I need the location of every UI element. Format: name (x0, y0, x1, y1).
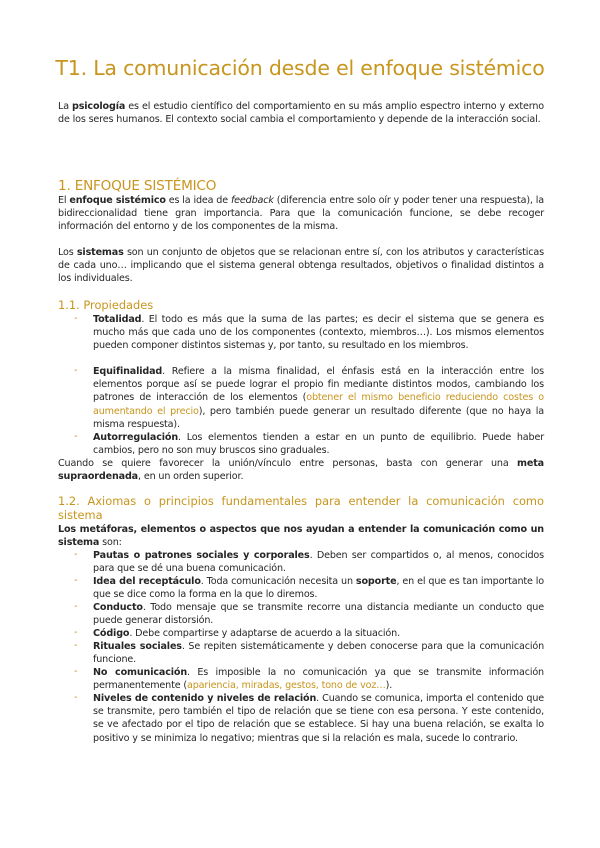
text: El (58, 195, 70, 206)
axiomas-intro-paragraph (58, 523, 544, 549)
list-dash: - (74, 365, 78, 376)
bold-term: enfoque sistémico (69, 195, 166, 206)
text: ), pero también puede generar un resultado diferente (que no haya la misma respuesta). (93, 405, 545, 430)
text: son: (99, 537, 122, 549)
intro-bold-term: psicología (72, 101, 126, 112)
bold-term: Totalidad (93, 314, 142, 325)
list-item (93, 575, 544, 601)
list-item (93, 313, 544, 353)
list-dash: - (74, 692, 78, 703)
text: Los (58, 247, 77, 258)
bold-term: Los metáforas, elementos o aspectos que nos ayudan a entender la comunicación como un sistema (58, 524, 544, 549)
document-title: T1. La comunicación desde el enfoque sistémico (55, 56, 545, 80)
enfoque-paragraph (58, 194, 544, 234)
text: . Debe compartirse y adaptarse de acuerdo a la situación. (129, 628, 400, 639)
highlighted-example: apariencia, miradas, gestos, tono de voz… (186, 680, 386, 692)
list-dash: - (74, 601, 78, 612)
text: . Los elementos tienden a estar en un punto de equilibrio. Puede haber cambios, pero no son muy bruscos sino graduales. (93, 432, 544, 457)
section-heading-enfoque: 1. ENFOQUE SISTÉMICO (58, 178, 217, 194)
text: . Deben ser compartidos o, al menos, conocidos para que se dé una buena comunicación. (93, 550, 544, 575)
list-dash: - (74, 640, 78, 651)
text: es la idea de (165, 195, 231, 206)
intro-text: es el estudio científico del comportamiento en su más amplio espectro interno y externo de los seres humanos. El contexto social cambia el comportamiento y depende de la interacción social. (58, 101, 544, 126)
subsection-heading-axiomas: 1.2. Axiomas o principios fundamentales para entender la comunicación como sistema (58, 494, 544, 522)
list-dash: - (74, 549, 78, 560)
bold-term: Pautas o patrones sociales y corporales (93, 550, 310, 561)
subsection-heading-propiedades: 1.1. Propiedades (58, 298, 154, 312)
bold-term: Autorregulación (93, 432, 179, 443)
sistemas-paragraph (58, 246, 544, 286)
text: . Refiere a la misma finalidad, el énfasis está en la interacción entre los elementos porque así se puede lograr el propio fin mediante distintos modos, cambiando los patrones de interacción de los elementos ( (93, 366, 544, 404)
italic-term: feedback (230, 195, 274, 206)
list-item (93, 601, 544, 627)
text: . El todo es más que la suma de las partes; es decir el sistema que se genera es mucho más que cada uno de los componentes (contexto, miembros…). Los mismos elementos pueden componer distintos sistemas y, por tanto, su resultado en los miembros. (93, 314, 544, 352)
bold-term: Equifinalidad (93, 366, 163, 377)
list-item (93, 431, 544, 457)
bold-term: Idea del receptáculo (93, 576, 201, 587)
text: . Toda comunicación necesita un (200, 576, 356, 587)
bold-term: Código (93, 628, 130, 639)
intro-pre: La (58, 101, 73, 112)
list-dash: - (74, 313, 78, 324)
bold-term: Niveles de contenido y niveles de relación (93, 693, 317, 704)
list-item (93, 640, 544, 666)
bold-term: sistemas (76, 247, 124, 258)
bold-term: Rituales sociales (93, 641, 182, 652)
text: Cuando se quiere favorecer la unión/vínculo entre personas, basta con generar una (58, 458, 518, 469)
intro-paragraph (58, 100, 544, 126)
bold-term: Conducto (93, 602, 143, 613)
text: (diferencia entre solo oír y poder tener una respuesta), la bidireccionalidad tiene gran importancia. Para que la comunicación funcione, se debe recoger información del entorno y de los componentes de la misma. (58, 195, 544, 233)
list-dash: - (74, 666, 78, 677)
list-item (93, 365, 544, 431)
list-item (93, 549, 544, 575)
bold-term: No comunicación (93, 667, 188, 678)
text: . Es imposible la no comunicación ya que se transmite información permanentemente ( (93, 667, 544, 692)
text: . Todo mensaje que se transmite recorre una distancia mediante un conducto que puede generar distorsión. (93, 602, 544, 627)
text: , en el que es tan importante lo que se dice como la forma en la que lo diremos. (93, 576, 544, 601)
list-dash: - (74, 627, 78, 638)
list-dash: - (74, 575, 78, 586)
propiedades-closing-paragraph (58, 457, 544, 483)
list-item (93, 692, 544, 745)
highlighted-example: obtener el mismo beneficio reduciendo costes o aumentando el precio (93, 392, 544, 417)
bold-term: meta supraordenada (58, 458, 544, 483)
bold-term: soporte (355, 576, 397, 587)
list-dash: - (74, 431, 78, 442)
list-item (93, 627, 544, 640)
text: son un conjunto de objetos que se relacionan entre sí, con los atributos y características de cada uno… implicando que el sistema general obtenga resultados, objetivos o finalidad distintos a los individuales. (58, 247, 544, 285)
text: . Cuando se comunica, importa el contenido que se transmite, pero también el tipo de relación que se tiene con esa persona. Y este contenido, se ve afectado por el tipo de relación que se establece. Si hay una buena relación, se exalta lo positivo y se minimiza lo negativo; mientras que si la relación es mala, sucede lo contrario. (93, 693, 545, 744)
text: . Se repiten sistemáticamente y deben conocerse para que la comunicación funcione. (93, 641, 544, 666)
list-item (93, 666, 544, 692)
text: , en un orden superior. (138, 471, 244, 483)
text: ). (385, 680, 393, 692)
